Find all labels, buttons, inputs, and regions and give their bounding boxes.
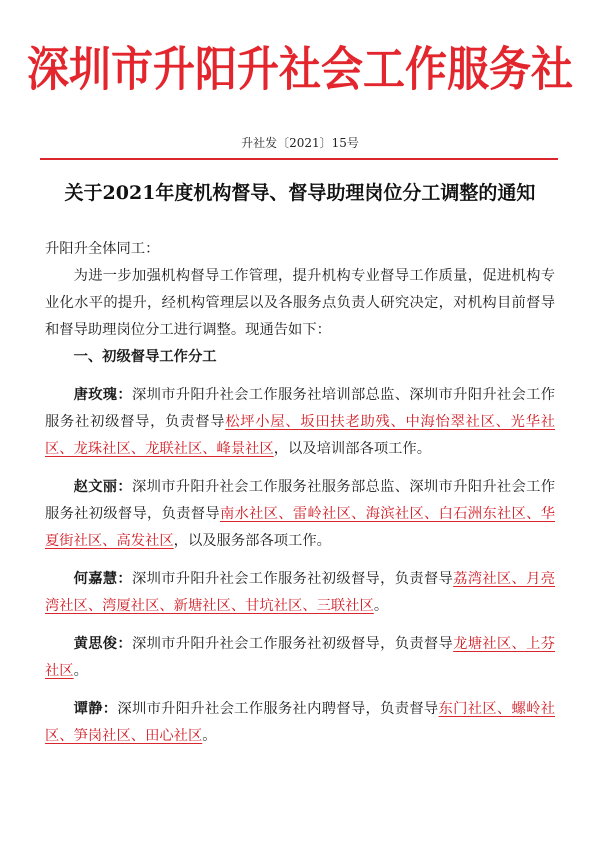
document-number: 升社发〔2021〕15号 bbox=[241, 136, 359, 150]
supervisor-entry bbox=[45, 474, 555, 555]
entry-tail: 。 bbox=[73, 663, 88, 679]
supervisor-role: 深圳市升阳升社会工作服务社初级督导，负责督导 bbox=[131, 636, 454, 652]
entry-tail: ，以及服务部各项工作。 bbox=[173, 533, 331, 549]
supervisor-entry bbox=[45, 696, 555, 750]
assigned-communities: 东门社区、螺岭社区、笋岗社区、田心社区 bbox=[45, 701, 556, 744]
assigned-communities: 松坪小屋、坂田扶老助残、中海怡翠社区、光华社区、龙珠社区、龙联社区、峰景社区 bbox=[45, 414, 556, 457]
supervisor-name: 何嘉慧： bbox=[73, 571, 132, 587]
supervisor-entry bbox=[45, 566, 555, 620]
section-heading: 一、初级督导工作分工 bbox=[73, 349, 217, 365]
entry-tail: 。 bbox=[373, 598, 389, 614]
salutation: 升阳升全体同工： bbox=[45, 241, 160, 257]
entry-tail: 。 bbox=[202, 728, 217, 744]
letterhead-divider bbox=[40, 158, 558, 160]
document-body bbox=[45, 236, 555, 750]
supervisor-role: 深圳市升阳升社会工作服务社服务部总监、深圳市升阳升社会工作服务社初级督导，负责督导 bbox=[45, 479, 555, 522]
org-letterhead-title: 深圳市升阳升社会工作服务社 bbox=[26, 42, 573, 97]
document-title: 关于2021年度机构督导、督导助理岗位分工调整的通知 bbox=[64, 182, 536, 204]
supervisor-name: 唐玫瑰： bbox=[73, 387, 132, 403]
intro-paragraph: 为进一步加强机构督导工作管理，提升机构专业督导工作质量，促进机构专业化水平的提升，经机构管理层以及各服务点负责人研究决定，对机构目前督导和督导助理岗位分工进行调整。现通告如下： bbox=[45, 268, 555, 338]
assigned-communities: 龙塘社区、上芬社区 bbox=[45, 636, 556, 679]
entry-tail: ，以及培训部各项工作。 bbox=[273, 441, 432, 457]
supervisor-entry bbox=[45, 631, 555, 685]
supervisor-role: 深圳市升阳升社会工作服务社内聘督导，负责督导 bbox=[117, 701, 439, 717]
supervisor-role: 深圳市升阳升社会工作服务社培训部总监、深圳市升阳升社会工作服务社初级督导，负责督导 bbox=[45, 387, 555, 430]
supervisor-name: 赵文丽： bbox=[73, 479, 132, 495]
assigned-communities: 荔湾社区、月亮湾社区、湾厦社区、新塘社区、甘坑社区、三联社区 bbox=[45, 571, 556, 614]
supervisor-name: 谭静： bbox=[73, 701, 118, 717]
supervisor-role: 深圳市升阳升社会工作服务社初级督导，负责督导 bbox=[131, 571, 454, 587]
supervisor-name: 黄思俊： bbox=[73, 636, 132, 652]
supervisor-entry bbox=[45, 382, 555, 463]
assigned-communities: 南水社区、雷岭社区、海滨社区、白石洲东社区、华夏街社区、高发社区 bbox=[45, 506, 555, 549]
